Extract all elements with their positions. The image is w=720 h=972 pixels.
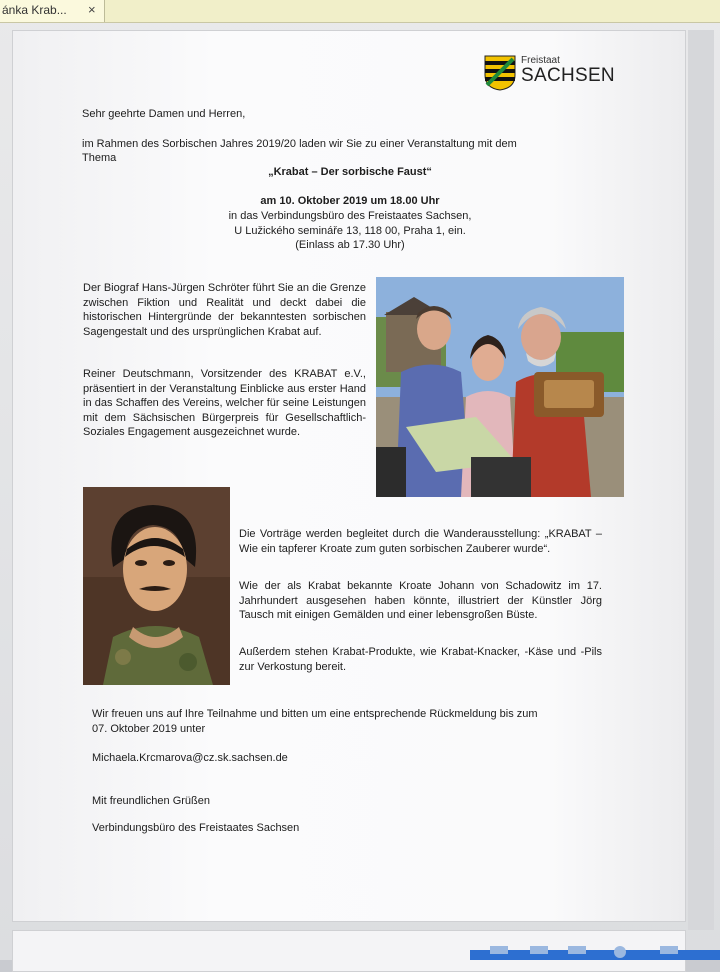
tab-bar [0, 0, 720, 23]
logo-big-text: SACHSEN [521, 65, 615, 86]
greeting: Mit freundlichen Grüßen [92, 795, 210, 807]
logo-small-text: Freistaat [521, 55, 560, 66]
closing-line-2: 07. Oktober 2019 unter [92, 723, 206, 735]
event-date: am 10. Oktober 2019 um 18.00 Uhr [260, 195, 440, 207]
krabat-portrait-painting [83, 487, 230, 685]
paragraph-artist: Wie der als Krabat bekannte Kroate Johann von Schadowitz im 17. Jahrhundert ausgesehen haben könnte, illustriert der Künstler Jörg Tausch mit einigen Gemälden und einer lebensgroßen Büste. [239, 580, 602, 621]
paragraph-products: Außerdem stehen Krabat-Produkte, wie Krabat-Knacker, -Käse und -Pils zur Verkostung bereit. [239, 646, 602, 673]
contact-email[interactable]: Michaela.Krcmarova@cz.sk.sachsen.de [92, 752, 288, 764]
photo-illustration [376, 277, 624, 497]
vertical-scrollbar[interactable] [688, 30, 714, 930]
paragraph-biographer: Der Biograf Hans-Jürgen Schröter führt Sie an die Grenze zwischen Fiktion und Realität und deckt dabei die historischen Hintergründe der bekanntesten sorbischen Sagengestalt und des ursprünglichen Krabat auf. [83, 282, 366, 338]
paragraph-exhibition: Die Vorträge werden begleitet durch die Wanderausstellung: „KRABAT – Wie ein tapferer Kroate zum guten sorbischen Zauberer wurde“. [239, 528, 602, 555]
portrait-illustration [83, 487, 230, 685]
paragraph-association: Reiner Deutschmann, Vorsitzender des KRABAT e.V., präsentiert in der Veranstaltung Einblicke aus erster Hand in das Schaffen des Vereins, welcher für seine Leistungen mit dem Sächsischen Bürgerpreis für Gesellschaftlich-Soziales Engagement ausgezeichnet wurde. [83, 368, 366, 438]
taskbar-fragment [470, 944, 720, 960]
taskbar-icons [470, 944, 720, 960]
sachsen-logo [484, 55, 614, 95]
signature: Verbindungsbüro des Freistaates Sachsen [92, 822, 300, 834]
venue-line-3: (Einlass ab 17.30 Uhr) [295, 239, 405, 251]
closing-line-1: Wir freuen uns auf Ihre Teilnahme und bitten um eine entsprechende Rückmeldung bis zum [92, 708, 538, 720]
document-tab[interactable] [0, 0, 105, 22]
venue-line-1: in das Verbindungsbüro des Freistaates Sachsen, [228, 210, 472, 222]
salutation: Sehr geehrte Damen und Herren, [82, 108, 246, 120]
venue-line-2: U Lužického semináře 13, 118 00, Praha 1, ein. [234, 225, 466, 237]
event-photo [376, 277, 624, 497]
coat-of-arms-icon [484, 55, 516, 91]
intro-line-1: im Rahmen des Sorbischen Jahres 2019/20 laden wir Sie zu einer Veranstaltung mit dem [82, 138, 517, 150]
intro-line-2: Thema [82, 152, 117, 164]
tab-title: ánka Krab... [2, 3, 67, 17]
event-title: „Krabat – Der sorbische Faust“ [268, 166, 432, 178]
close-tab-icon[interactable]: × [88, 2, 96, 17]
